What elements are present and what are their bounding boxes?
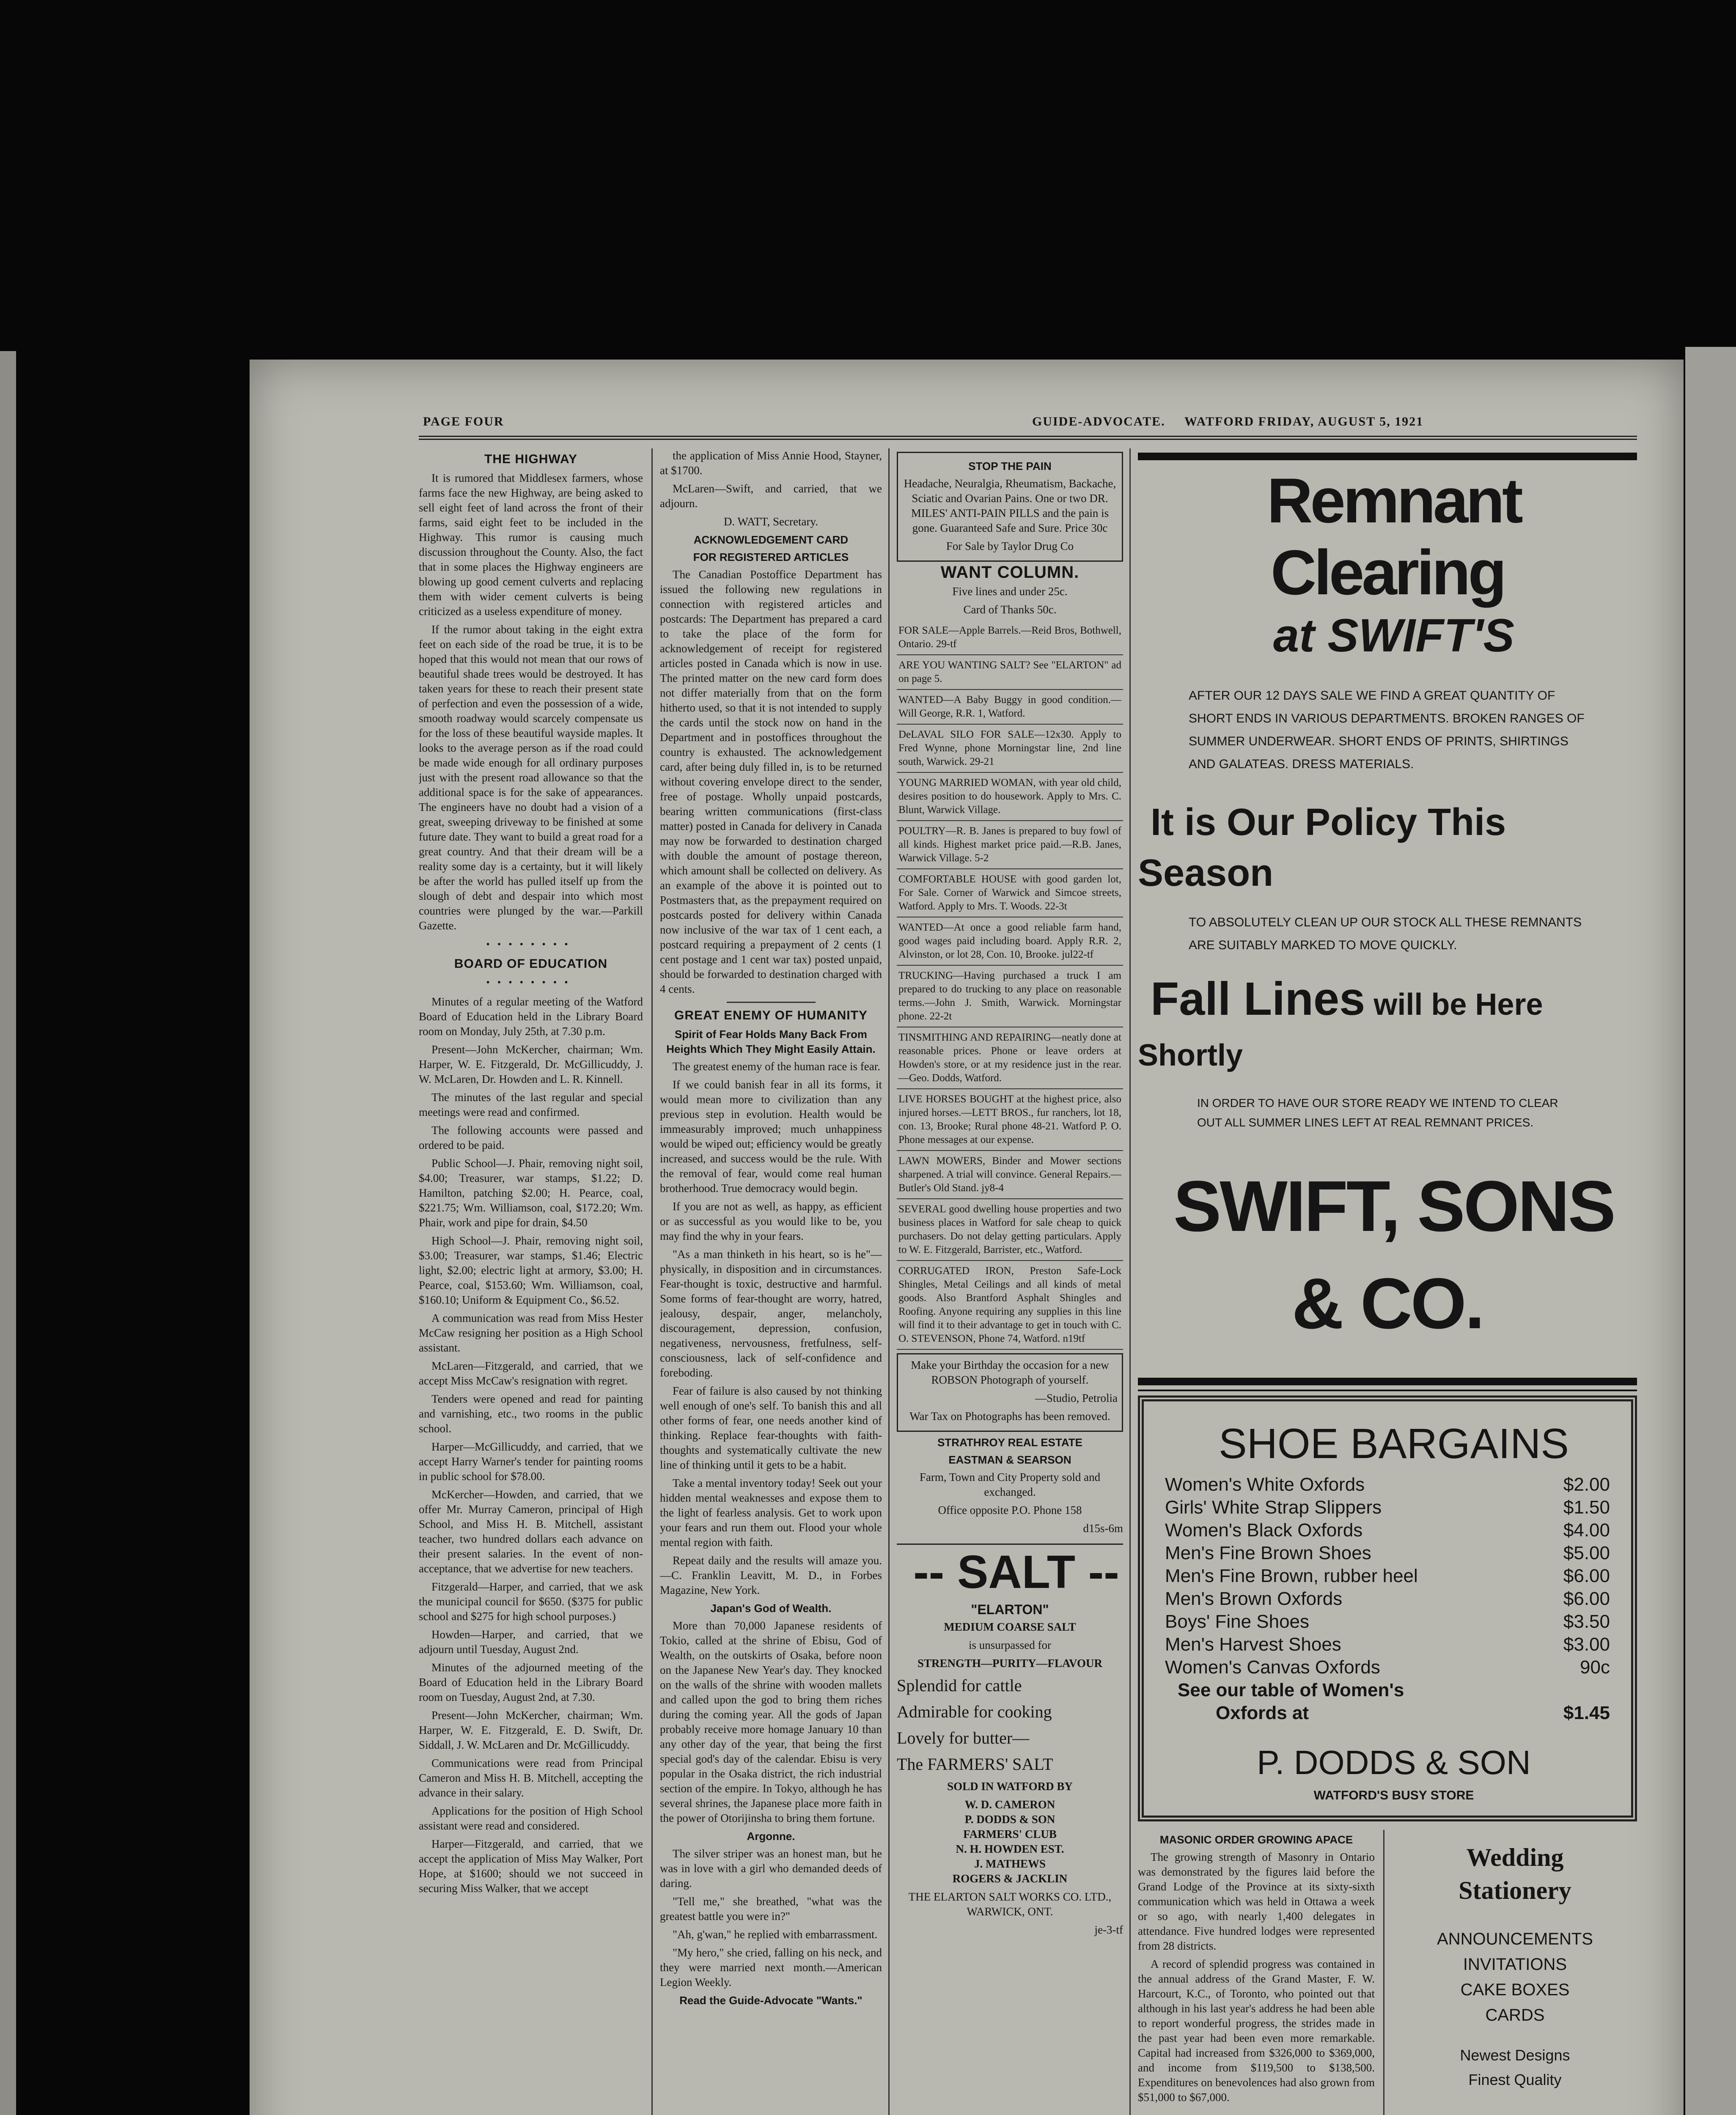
- shoe-item: Men's Fine Brown, rubber heel: [1165, 1566, 1418, 1586]
- classified-text: DeLAVAL SILO FOR SALE—12x30. Apply to Fred Wynne, phone Morningstar line, 2nd line south, Warwick. 29-21: [898, 729, 1121, 767]
- salt-tagline: Admirable for cooking: [897, 1702, 1052, 1721]
- adjacent-page-left: [0, 351, 16, 2115]
- shoe-table-item: Oxfords at: [1216, 1703, 1309, 1723]
- column-3: [897, 448, 1123, 2115]
- article-paragraph: More than 70,000 Japanese residents of Tokio, called at the shrine of Ebisu, God of Wealth, on the outskirts of Osaka, before noon on the Japanese New Year's day. They knocked on the walls of the shrine with wooden mallets and called upon the god to bring them riches during the coming year. All the gods of Japan probably receive more homage January 10 than any other day of the year, that being the first special god's day of the calendar. Ebisu is very popular in the Osaka district, the rich industrial section of the empire. In Tokyo, although he has several shrines, the Japanese place more faith in the power of Otorijinsha to bring them fortune.: [660, 1619, 882, 1824]
- ad-body: is unsurpassed for: [969, 1639, 1051, 1651]
- classified-ad: [897, 917, 1123, 966]
- shoe-price-row: [1165, 1656, 1610, 1679]
- divider: [1138, 1378, 1637, 1385]
- fall-title: Fall Lines: [1151, 973, 1365, 1025]
- classified-text: TRUCKING—Having purchased a truck I am prepared to do trucking to any place on reasonable terms.—John J. Smith, Warwick. Morningstar phone. 22-2t: [898, 970, 1121, 1022]
- ad-body: Farm, Town and City Property sold and exchanged.: [919, 1471, 1101, 1498]
- classified-text: WANTED—A Baby Buggy in good condition.—Will George, R.R. 1, Watford.: [898, 694, 1121, 719]
- classified-ad: [897, 621, 1123, 655]
- shoe-price-row: [1165, 1588, 1610, 1610]
- ad-body: SOLD IN WATFORD BY: [947, 1780, 1073, 1793]
- article-paragraph: Tenders were opened and read for painting and varnishing, etc., two rooms in the public school.: [419, 1393, 643, 1435]
- classified-ad: [897, 1027, 1123, 1089]
- article-paragraph: Fear of failure is also caused by not thinking well enough of one's self. To banish this and all other forms of fear, one needs another kind of thinking. Replace fear-thoughts with faith-thoughts and systematically cultivate the new line of thinking until it gets to be a habit.: [660, 1384, 882, 1471]
- remnant-text: AFTER OUR 12 DAYS SALE WE FIND A GREAT QUANTITY OF SHORT ENDS IN VARIOUS DEPARTMENTS. BROKEN RANGES OF SUMMER UNDERWEAR. SHORT ENDS OF PRINTS, SHIRTINGS AND GALATEAS. DRESS MATERIALS.: [1189, 689, 1585, 771]
- salt-ad: [897, 1545, 1123, 1937]
- shoe-price: $3.50: [1563, 1611, 1610, 1632]
- ad-body: War Tax on Photographs has been removed.: [909, 1410, 1110, 1423]
- column-4: [1138, 448, 1637, 2115]
- ad-body: Office opposite P.O. Phone 158: [938, 1504, 1082, 1516]
- ad-body: d15s-6m: [1083, 1522, 1123, 1535]
- wedding-title: Wedding: [1466, 1843, 1564, 1871]
- want-column-rate: Five lines and under 25c.: [952, 585, 1068, 598]
- classified-ad: [897, 966, 1123, 1027]
- fall-text: IN ORDER TO HAVE OUR STORE READY WE INTEND TO CLEAR OUT ALL SUMMER LINES LEFT AT REAL REMNANT PRICES.: [1197, 1096, 1558, 1129]
- article-paragraph: It is rumored that Middlesex farmers, whose farms face the new Highway, are being asked to sell eight feet of land across the front of their farms, said eight feet to be included in the Highway. This rumor is causing much discussion throughout the County. Also, the fact that in some places the Highway engineers are blowing up good cement culverts and replacing them with wider cement culverts is being criticized as a useless expenditure of money.: [419, 472, 643, 618]
- column-rule: [1129, 448, 1131, 2115]
- shoe-item: Women's White Oxfords: [1165, 1474, 1365, 1495]
- article-title: THE HIGHWAY: [484, 452, 577, 466]
- classified-ad: [897, 1261, 1123, 1350]
- ad-body: THE ELARTON SALT WORKS CO. LTD., WARWICK, ONT.: [908, 1890, 1112, 1918]
- column-2: [660, 448, 882, 2115]
- article-paragraph: "My hero," she cried, falling on his neck, and they were married next month.—American Legion Weekly.: [660, 1946, 882, 1989]
- want-column-title: WANT COLUMN.: [940, 563, 1080, 582]
- classified-ad: [897, 1089, 1123, 1151]
- article-paragraph: Present—John McKercher, chairman; Wm. Harper, W. E. Fitzgerald, E. D. Swift, Dr. Siddall, J. W. McLaren and Dr. McGillicuddy.: [419, 1709, 643, 1751]
- shoe-bargains-ad: [1138, 1395, 1637, 1821]
- article-paragraph: The silver striper was an honest man, but he was in love with a girl who demanded deeds of daring.: [660, 1847, 882, 1890]
- wants-footer: Read the Guide-Advocate "Wants.": [679, 1994, 863, 2007]
- ad-body: For Sale by Taylor Drug Co: [946, 540, 1074, 552]
- classified-text: CORRUGATED IRON, Preston Safe-Lock Shingles, Metal Ceilings and all kinds of metal goods. Also Brantford Asphalt Shingles and Roofing. Anyone requiring any supplies in this line will find it to their advantage to get in touch with C. O. STEVENSON, Phone 74, Watford. n19tf: [898, 1265, 1121, 1344]
- article-paragraph: McLaren—Fitzgerald, and carried, that we accept Miss McCaw's resignation with regret.: [419, 1360, 643, 1387]
- article-paragraph: Minutes of a regular meeting of the Watford Board of Education held in the Library Board room on Monday, July 25th, at 7.30 p.m.: [419, 995, 643, 1038]
- shoe-price: 90c: [1580, 1657, 1610, 1678]
- real-estate-ad: [897, 1435, 1123, 1545]
- article-paragraph: The minutes of the last regular and special meetings were read and confirmed.: [419, 1091, 643, 1118]
- article-paragraph: Public School—J. Phair, removing night soil, $4.00; Treasurer, war stamps, $1.22; D. Hamilton, patching $2.00; H. Pearce, coal, $221.75; Wm. Williamson, coal, $172.20; Wm. Phair, work and pipe for drain, $4.50: [419, 1157, 643, 1229]
- page-content: [419, 410, 1637, 2115]
- wedding-stationery-ad: [1393, 1830, 1637, 2115]
- classified-text: POULTRY—R. B. Janes is prepared to buy fowl of all kinds. Highest market price paid.—R.B. Janes, Warwick Village. 5-2: [898, 825, 1121, 864]
- wedding-line: Newest Designs: [1460, 2046, 1570, 2064]
- article-subtitle: Spirit of Fear Holds Many Back From Heights Which They Might Easily Attain.: [666, 1028, 876, 1055]
- classified-text: LIVE HORSES BOUGHT at the highest price, also injured horses.—LETT BROS., fur ranchers, lot 18, con. 13, Brooke; Rural phone 48-21. Watford P. O. Phone messages at our expense.: [898, 1093, 1121, 1145]
- shoe-table-note: See our table of Women's: [1178, 1680, 1404, 1700]
- shoe-price-row: [1165, 1519, 1610, 1542]
- divider: [1138, 453, 1637, 460]
- adjacent-page-right: [1685, 347, 1736, 2115]
- paper-name: GUIDE-ADVOCATE.: [1032, 415, 1165, 428]
- shoe-item: Men's Fine Brown Shoes: [1165, 1543, 1371, 1563]
- article-paragraph: Howden—Harper, and carried, that we adjourn until Tuesday, August 2nd.: [419, 1628, 643, 1656]
- classified-ad: [897, 869, 1123, 917]
- article-title: BOARD OF EDUCATION: [454, 957, 608, 971]
- classified-text: COMFORTABLE HOUSE with good garden lot, For Sale. Corner of Warwick and Simcoe streets, Watford. Apply to Mrs. T. Woods. 22-3t: [898, 873, 1121, 912]
- column-1: [419, 448, 643, 2115]
- ad-body: STRENGTH—PURITY—FLAVOUR: [917, 1657, 1103, 1670]
- article-paragraph: Fitzgerald—Harper, and carried, that we ask the municipal council for $650. ($375 for public school and $275 for high school purposes.): [419, 1580, 643, 1623]
- classified-text: ARE YOU WANTING SALT? See "ELARTON" ad on page 5.: [898, 659, 1121, 684]
- article-paragraph: The following accounts were passed and ordered to be paid.: [419, 1124, 643, 1151]
- dodds-store-name: P. DODDS & SON: [1257, 1744, 1531, 1781]
- shoe-price: $6.00: [1563, 1588, 1610, 1609]
- ad-title: STRATHROY REAL ESTATE: [937, 1436, 1082, 1449]
- article-paragraph: McLaren—Swift, and carried, that we adjourn.: [660, 482, 882, 510]
- article-paragraph: Repeat daily and the results will amaze you.—C. Franklin Leavitt, M. D., in Forbes Magazine, New York.: [660, 1554, 882, 1596]
- classified-text: LAWN MOWERS, Binder and Mower sections sharpened. A trial will convince. General Repairs.—Butler's Old Stand. jy8-4: [898, 1155, 1121, 1194]
- article-paragraph: Take a mental inventory today! Seek out your hidden mental weaknesses and expose them to the light of fearless analysis. Get to work upon your fears and run them out. Flood your whole mental region with faith.: [660, 1477, 882, 1549]
- classified-ad: [897, 773, 1123, 821]
- article-paragraph: the application of Miss Annie Hood, Stayner, at $1700.: [660, 449, 882, 477]
- article-paragraph: If we could banish fear in all its forms, it would mean more to civilization than any previous step in evolution. Health would be immeasurably improved; much unhappiness would be wiped out; efficiency would be greatly increased, and success would be the rule. With the removal of fear, would come real human brotherhood. True democracy would begin.: [660, 1078, 882, 1195]
- secretary-signoff: D. WATT, Secretary.: [724, 515, 818, 528]
- shoe-price-row: [1165, 1565, 1610, 1588]
- pain-ad: [897, 452, 1123, 562]
- masthead: [419, 410, 1637, 440]
- shoe-price: $4.00: [1563, 1520, 1610, 1541]
- article-paragraph: If you are not as well, as happy, as efficient or as successful as you would like to be, you may find the why in your fears.: [660, 1200, 882, 1242]
- shoe-price: $5.00: [1563, 1543, 1610, 1563]
- divider: ••••••••: [486, 939, 576, 950]
- shoe-price-list: [1165, 1473, 1610, 1679]
- classified-ad: [897, 725, 1123, 773]
- fall-subtitle: will be Here Shortly: [1138, 988, 1543, 1072]
- article-title: Argonne.: [747, 1830, 795, 1843]
- ad-firm: EASTMAN & SEARSON: [948, 1453, 1071, 1466]
- article-paragraph: A record of splendid progress was contained in the annual address of the Grand Master, F. W. Harcourt, K.C., of Toronto, who pointed out that although in his last year's address he had been able to report wonderful progress, the strides made in the past year had been even more remarkable. Capital had increased from $326,000 to $369,000, and income from $119,500 to $138,500. Expenditures on benevolences had also grown from $51,000 to $67,000.: [1138, 1958, 1375, 2104]
- salt-brand: "ELARTON": [971, 1602, 1049, 1617]
- dodds-tagline: WATFORD'S BUSY STORE: [1313, 1788, 1474, 1802]
- shoe-table-price: $1.45: [1563, 1703, 1610, 1723]
- article-paragraph: McKercher—Howden, and carried, that we offer Mr. Murray Cameron, principal of High School, and Miss H. B. Mitchell, assistant teacher, two hundred dollars each advance on their present salaries. In the event of non-acceptance, that we advertise for new teachers.: [419, 1488, 643, 1575]
- classified-ad: [897, 821, 1123, 869]
- article-title: Japan's God of Wealth.: [710, 1602, 832, 1615]
- shoe-item: Women's Canvas Oxfords: [1165, 1657, 1380, 1678]
- salt-tagline: The FARMERS' SALT: [897, 1755, 1053, 1774]
- want-column-rate: Card of Thanks 50c.: [963, 603, 1057, 616]
- shoe-item: Men's Harvest Shoes: [1165, 1634, 1341, 1655]
- shoe-price-row: [1165, 1496, 1610, 1519]
- robson-ad: [897, 1353, 1123, 1432]
- ad-body: Make your Birthday the occasion for a new ROBSON Photograph of yourself.: [911, 1359, 1109, 1386]
- classified-ad: [897, 1199, 1123, 1261]
- classified-ad: [897, 1151, 1123, 1199]
- shoe-price-row: [1165, 1473, 1610, 1496]
- shoe-item: Boys' Fine Shoes: [1165, 1611, 1310, 1632]
- article-paragraph: Harper—McGillicuddy, and carried, that we accept Harry Warner's tender for painting rooms in public school for $78.00.: [419, 1440, 643, 1483]
- ad-body: —Studio, Petrolia: [1035, 1392, 1118, 1404]
- classified-text: TINSMITHING AND REPAIRING—neatly done at reasonable prices. Phone or leave orders at Howden's store, or at my residence just in the rear.—Geo. Dodds, Watford.: [898, 1032, 1121, 1084]
- shoe-price: $2.00: [1563, 1474, 1610, 1495]
- shoe-price-row: [1165, 1542, 1610, 1565]
- salt-dealers: W. D. CAMERON P. DODDS & SON FARMERS' CLUB N. H. HOWDEN EST. J. MATHEWS ROGERS & JACKLIN: [952, 1798, 1068, 1885]
- ad-title: STOP THE PAIN: [968, 460, 1052, 472]
- article-paragraph: The Canadian Postoffice Department has issued the following new regulations in connection with registered articles and postcards: The Department has prepared a card to take the place of the form for acknowledgement of receipt for registered articles posted in Canada which is now in use. The printed matter on the new card form does not differ materially from that on the form hitherto used, so that it is not intended to supply the cards until the stock now on hand in the Department and in postoffices throughout the country is exhausted. The acknowledgement card, after being duly filled in, is to be returned without covering envelope direct to the sender, free of postage. Wholly unpaid postcards, bearing written communications (first-class matter) posted in Canada for delivery in Canada may now be forwarded to destination charged with double the amount of postage thereon, which amount shall be collected on delivery. As an example of the above it is pointed out to Postmasters that, as the prepayment required on postcards posted for delivery within Canada now inclusive of the war tax of 1 cent each, a postcard requiring a prepayment of 2 cents (1 cent postage and 1 cent war tax) posted unpaid, should be forwarded to destination charged with 4 cents.: [660, 568, 882, 995]
- classified-text: FOR SALE—Apple Barrels.—Reid Bros, Bothwell, Ontario. 29-tf: [898, 625, 1121, 650]
- ad-body: MEDIUM COARSE SALT: [944, 1621, 1076, 1633]
- shoe-price: $1.50: [1563, 1497, 1610, 1518]
- article-subtitle: FOR REGISTERED ARTICLES: [693, 551, 849, 563]
- ad-body: Headache, Neuralgia, Rheumatism, Backache, Sciatic and Ovarian Pains. One or two DR. MILES' ANTI-PAIN PILLS and the pain is gone. Guaranteed Safe and Sure. Price 30c: [904, 477, 1116, 534]
- article-paragraph: High School—J. Phair, removing night soil, $3.00; Treasurer, war stamps, $1.46; Electric light, $2.00; electric light at armory, $3.00; H. Pearce, coal, $153.60; Wm. Williamson, coal, $160.10; Uniform & Equipment Co., $6.52.: [419, 1234, 643, 1306]
- remnant-subtitle: at SWIFT'S: [1273, 610, 1515, 662]
- article-paragraph: Communications were read from Principal Cameron and Miss H. B. Mitchell, accepting the advance in their salary.: [419, 1757, 643, 1799]
- divider: [1138, 1390, 1637, 1391]
- wedding-line: Finest Quality: [1468, 2071, 1562, 2088]
- salt-tagline: Splendid for cattle: [897, 1676, 1022, 1695]
- wedding-items: ANNOUNCEMENTS INVITATIONS CAKE BOXES CARDS: [1437, 1930, 1593, 2024]
- shoe-price-row: [1165, 1633, 1610, 1656]
- shoe-price-row: [1165, 1610, 1610, 1633]
- shoe-price: $3.00: [1563, 1634, 1610, 1655]
- divider: [727, 1002, 816, 1003]
- article-paragraph: The growing strength of Masonry in Ontario was demonstrated by the figures laid before the Grand Lodge of the Province at its sixty-sixth communication which was held in Ottawa a week or so ago, with nearly 1,400 delegates in attendance. Five hundred lodges were represented from 28 districts.: [1138, 1851, 1375, 1952]
- salt-title: -- SALT --: [913, 1546, 1119, 1598]
- divider: ••••••••: [486, 977, 576, 988]
- article-paragraph: If the rumor about taking in the eight extra feet on each side of the road be true, it is to be hoped that this would not mean that our rows of beautiful shade trees would be destroyed. It has taken years for these to reach their present state of perfection and even the possession of a wide, smooth roadway would scarcely compensate us for the loss of these beautiful wayside maples. It looks to the average person as if the road could be made wide enough for all ordinary purposes just with the present road allowance so that the additional space is for the sake of appearances. The engineers have no doubt had a vision of a great, sweeping driveway to be finished at some future date. They want to build a great road for a great country. And that their dream will be a reality some day is a certainty, but it will likely be after the world has pulled itself up from the slough of debt and despair into which most countries were plunged by the war.—Parkill Gazette.: [419, 623, 643, 932]
- classified-list: [897, 621, 1123, 1350]
- article-paragraph: "As a man thinketh in his heart, so is he"—physically, in disposition and in circumstances. Fear-thought is toxic, destructive and harmful. Some forms of fear-thought are worry, hatred, jealousy, despair, anger, melancholy, discouragement, depression, confusion, negativeness, nervousness, fretfulness, self-consciousness, lack of self-confidence and foreboding.: [660, 1248, 882, 1379]
- classified-ad: [897, 690, 1123, 725]
- shoe-item: Men's Brown Oxfords: [1165, 1588, 1343, 1609]
- column-rule: [1383, 1830, 1384, 2115]
- remnant-title: Remnant Clearing: [1267, 465, 1521, 608]
- article-paragraph: "Ah, g'wan," he replied with embarrassment.: [673, 1928, 878, 1941]
- wedding-title: Stationery: [1459, 1876, 1571, 1904]
- ad-body: je-3-tf: [1094, 1923, 1123, 1936]
- shoe-item: Girls' White Strap Slippers: [1165, 1497, 1382, 1518]
- newspaper-page: [250, 360, 1684, 2115]
- column-rule: [888, 448, 890, 2115]
- article-paragraph: A communication was read from Miss Hester McCaw resigning her position as a High School assistant.: [419, 1312, 643, 1354]
- page-label: PAGE FOUR: [423, 415, 504, 428]
- article-title: ACKNOWLEDGEMENT CARD: [693, 533, 849, 546]
- policy-text: TO ABSOLUTELY CLEAN UP OUR STOCK ALL THESE REMNANTS ARE SUITABLY MARKED TO MOVE QUICKLY.: [1189, 915, 1582, 952]
- classified-text: SEVERAL good dwelling house properties and two business places in Watford for sale cheap to quick purchasers. Do not delay getting particulars. Apply to W. E. Fitzgerald, Barrister, etc., Watford.: [898, 1203, 1121, 1255]
- article-paragraph: Harper—Fitzgerald, and carried, that we accept the application of Miss May Walker, Port Hope, at $1600; should we not succeed in securing Miss Walker, that we accept: [419, 1838, 643, 1895]
- shoe-item: Women's Black Oxfords: [1165, 1520, 1363, 1541]
- shoe-price: $6.00: [1563, 1566, 1610, 1586]
- article-paragraph: The greatest enemy of the human race is fear.: [673, 1060, 881, 1073]
- article-title: MASONIC ORDER GROWING APACE: [1159, 1833, 1353, 1846]
- classified-text: YOUNG MARRIED WOMAN, with year old child, desires position to do housework. Apply to Mrs. C. Blunt, Warwick Village.: [898, 777, 1121, 816]
- column-rule: [651, 448, 653, 2115]
- date-line: WATFORD FRIDAY, AUGUST 5, 1921: [1184, 415, 1424, 428]
- article-title: GREAT ENEMY OF HUMANITY: [674, 1008, 868, 1022]
- article-paragraph: "Tell me," she breathed, "what was the greatest battle you were in?": [660, 1895, 882, 1923]
- policy-title: It is Our Policy This Season: [1138, 801, 1506, 894]
- classified-text: WANTED—At once a good reliable farm hand, good wages paid including board. Apply R.R. 2, Alvinston, or lot 28, Con. 10, Brooke. jul22-tf: [898, 922, 1121, 960]
- salt-tagline: Lovely for butter—: [897, 1728, 1030, 1747]
- shoe-title: SHOE BARGAINS: [1219, 1420, 1569, 1467]
- masonic-article: [1138, 1830, 1375, 2115]
- classified-ad: [897, 655, 1123, 690]
- article-paragraph: Minutes of the adjourned meeting of the Board of Education held in the Library Board room on Tuesday, August 2nd, at 7.30.: [419, 1661, 643, 1703]
- article-paragraph: Applications for the position of High School assistant were read and considered.: [419, 1805, 643, 1832]
- swift-store-name: SWIFT, SONS & CO.: [1173, 1166, 1615, 1344]
- article-paragraph: Present—John McKercher, chairman; Wm. Harper, W. E. Fitzgerald, Dr. McGillicuddy, J. W. McLaren, Dr. Howden and L. R. Kinnell.: [419, 1043, 643, 1085]
